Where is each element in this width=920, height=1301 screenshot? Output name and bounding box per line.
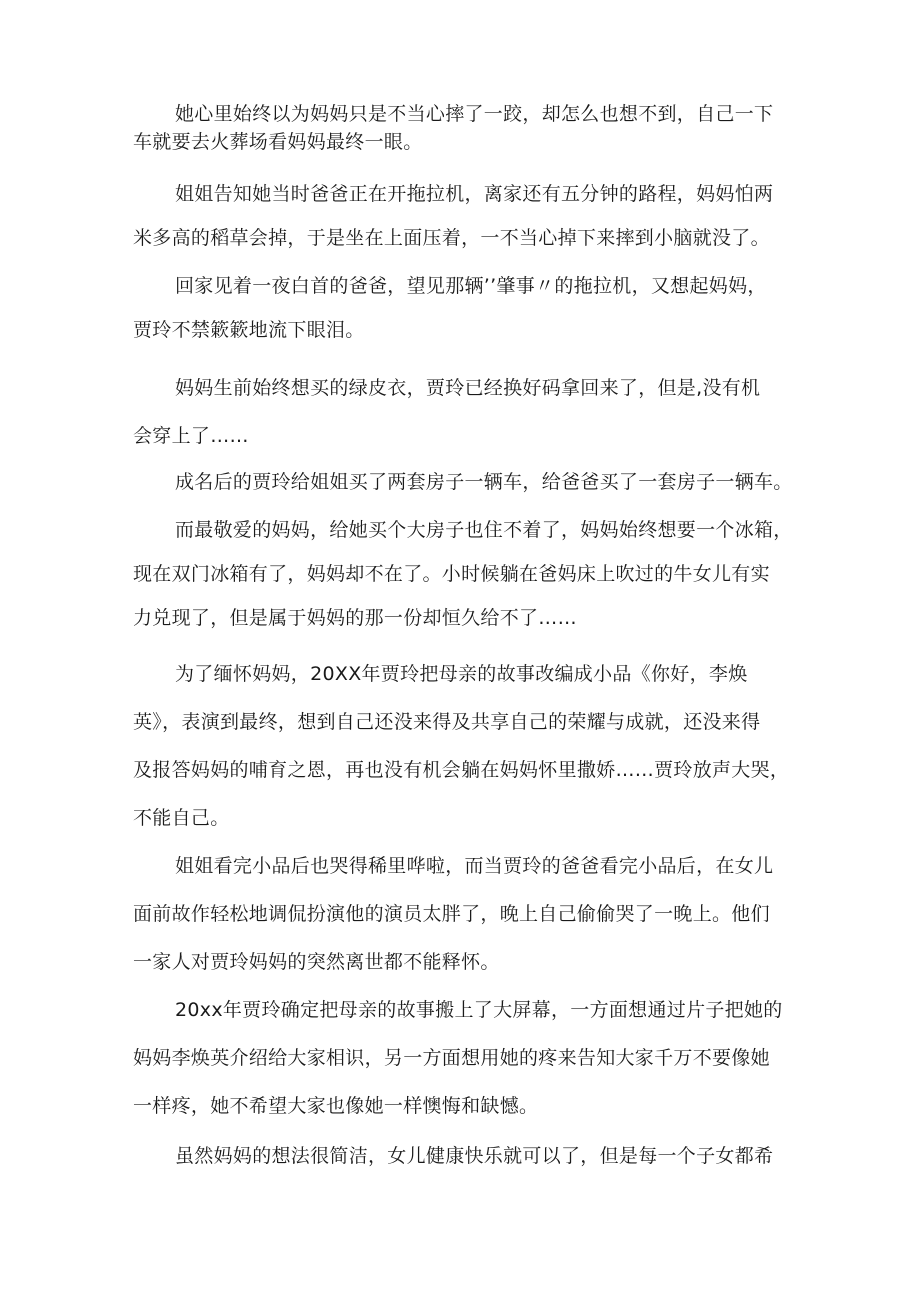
text-line: 一家人对贾玲妈妈的突然离世都不能释怀。: [133, 951, 500, 973]
text-line: 米多高的稻草会掉，于是坐在上面压着，一不当心掉下来摔到小脑就没了。: [133, 227, 770, 249]
text-line: 而最敬爱的妈妈，给她买个大房子也住不着了，妈妈始终想要一个冰箱，: [175, 519, 793, 541]
paragraph-3: [133, 264, 793, 352]
paragraph-4: [133, 364, 793, 460]
text-line: 不能自己。: [133, 807, 230, 829]
paragraph-8: [133, 842, 793, 986]
text-line: 及报答妈妈的哺育之恩，再也没有机会躺在妈妈怀里撒娇……贾玲放声大哭，: [133, 759, 790, 781]
text-line: 一样疼，她不希望大家也像她一样懊悔和缺憾。: [133, 1095, 539, 1117]
text-line: 面前故作轻松地调侃扮演他的演员太胖了，晚上自己偷偷哭了一晚上。他们: [133, 903, 770, 925]
paragraph-10: [133, 1134, 793, 1178]
paragraph-7: [133, 650, 793, 842]
text-line: 妈妈生前始终想买的绿皮衣，贾玲已经换好码拿回来了，但是,没有机: [175, 377, 761, 399]
text-line: 虽然妈妈的想法很简洁，女儿健康快乐就可以了，但是每一个子女都希: [175, 1145, 774, 1167]
text-line: 力兑现了，但是属于妈妈的那一份却恒久给不了……: [133, 607, 577, 629]
text-line: 回家见着一夜白首的爸爸，望见那辆’’肇事〃的拖拉机，又想起妈妈，: [175, 275, 767, 297]
paragraph-2: [133, 172, 793, 260]
text-line: 车就要去火葬场看妈妈最终一眼。: [133, 131, 423, 153]
text-line: 为了缅怀妈妈，20XX年贾玲把母亲的故事改编成小品《你好，李焕: [175, 663, 748, 685]
paragraph-6: [133, 508, 793, 640]
text-line: 成名后的贾玲给姐姐买了两套房子一辆车，给爸爸买了一套房子一辆车。: [175, 471, 793, 493]
text-line: 她心里始终以为妈妈只是不当心摔了一跤，却怎么也想不到，自己一下: [175, 103, 774, 125]
paragraph-9: [133, 986, 793, 1130]
paragraph-1: [133, 100, 793, 156]
paragraph-5: [133, 460, 793, 504]
text-line: 20xx年贾玲确定把母亲的故事搬上了大屏幕，一方面想通过片子把她的: [175, 999, 783, 1021]
text-line: 妈妈李焕英介绍给大家相识，另一方面想用她的疼来告知大家千万不要像她: [133, 1047, 770, 1069]
text-line: 姐姐告知她当时爸爸正在开拖拉机，离家还有五分钟的路程，妈妈怕两: [175, 183, 774, 205]
text-line: 姐姐看完小品后也哭得稀里哗啦，而当贾玲的爸爸看完小品后，在女儿: [175, 855, 774, 877]
text-line: 英》，表演到最终，想到自己还没来得及共享自己的荣耀与成就，还没来得: [133, 711, 761, 733]
text-line: 现在双门冰箱有了，妈妈却不在了。小时候躺在爸妈床上吹过的牛女儿有实: [133, 563, 770, 585]
text-line: 贾玲不禁簌簌地流下眼泪。: [133, 319, 365, 341]
text-line: 会穿上了……: [133, 425, 249, 447]
